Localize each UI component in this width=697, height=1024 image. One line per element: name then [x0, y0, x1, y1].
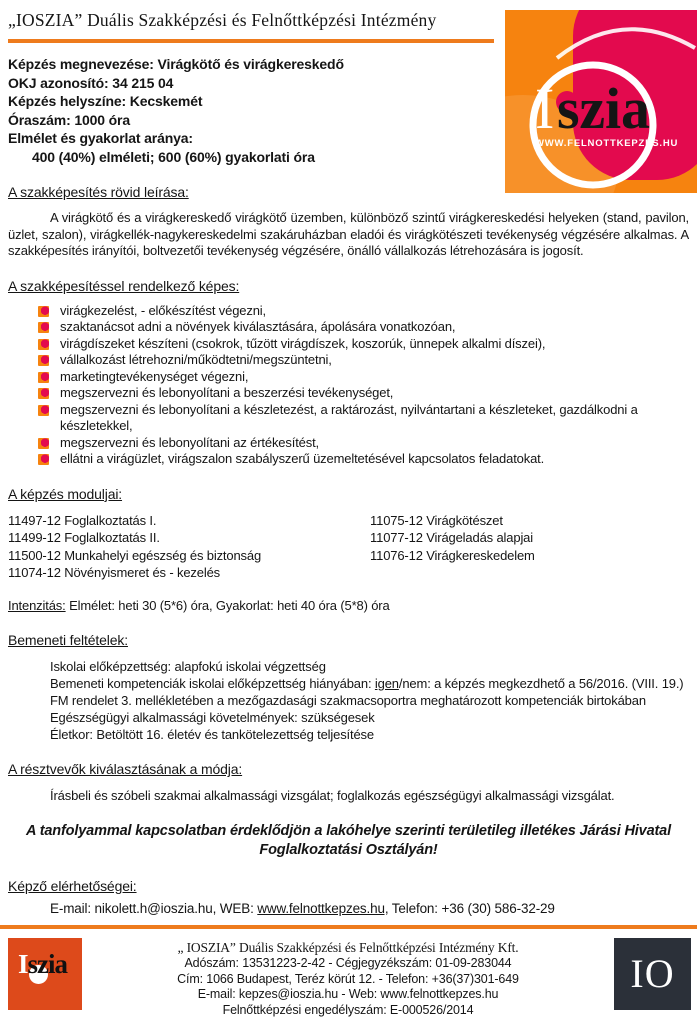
okj-id-line: OKJ azonosító: 34 215 04 — [8, 74, 174, 91]
footer-body — [0, 929, 697, 1018]
course-name-line: Képzés megnevezése: Virágkötő és virágkereskedő — [8, 56, 344, 72]
module-item: 11075-12 Virágkötészet — [370, 512, 503, 528]
ioszia-bullet-icon — [38, 454, 49, 465]
title-divider — [8, 39, 494, 43]
module-item: 11497-12 Foglalkoztatás I. — [8, 512, 157, 528]
competency-text: vállalkozást létrehozni/működtetni/megszüntetni, — [60, 352, 332, 367]
entry-line2-prefix: Bemeneti kompetenciák iskolai előképzettség hiányában: — [50, 676, 375, 691]
intensity-label: Intenzitás: — [8, 597, 66, 613]
competency-text: virágdíszeket készíteni (csokrok, tűzött virágdíszek, koszorúk, ünnepek alkalmi díszei), — [60, 335, 546, 351]
list-item — [38, 369, 689, 386]
entry-line2-yes: igen — [374, 676, 399, 691]
list-item — [38, 402, 689, 435]
list-item — [38, 451, 689, 468]
footer-address-line: Cím: 1066 Budapest, Teréz körút 12. - Telefon: +36(37)301-649 — [177, 971, 519, 986]
contact-line — [50, 901, 689, 918]
contact-suffix: Telefon: +36 (30) 586-32-29 — [388, 901, 555, 916]
footer-tax-line: Adószám: 13531223-2-42 - Cégjegyzékszám: 01-09-283044 — [184, 956, 512, 970]
footer-logo-text — [18, 949, 68, 979]
footer-logo-letter-i: I — [18, 949, 28, 979]
competency-text: megszervezni és lebonyolítani az értékesítést, — [60, 434, 320, 450]
hours-line: Óraszám: 1000 óra — [8, 111, 130, 128]
contact-prefix: E-mail: nikolett.h@ioszia.hu, WEB: — [50, 901, 258, 916]
list-item — [38, 385, 689, 402]
entry-line2-suffix: /nem: a képzés megkezdhető a 56/2016. (VIII. 19.) FM rendelet 3. mellékletében a mezőgazdasági szakmacsoportra meghatározott kompetenciák birtokában — [50, 676, 684, 708]
list-item — [38, 303, 689, 320]
modules-column-right — [370, 512, 535, 582]
logo-letters-szia: szia — [557, 76, 650, 141]
io-footer-logo: IO — [614, 938, 691, 1010]
footer-license-line: Felnőttképzési engedélyszám: E-000526/2014 — [222, 1002, 474, 1017]
ratio-label-line: Elmélet és gyakorlat aránya: — [8, 130, 193, 146]
ioszia-footer-logo — [8, 938, 82, 1010]
list-item — [38, 435, 689, 452]
ioszia-bullet-icon — [38, 322, 49, 333]
intensity-text: Elmélet: heti 30 (5*6) óra, Gyakorlat: heti 40 óra (5*8) óra — [65, 597, 390, 613]
page-title: „IOSZIA” Duális Szakképzési és Felnőttképzési Intézmény — [8, 10, 437, 30]
course-info — [8, 55, 488, 166]
ioszia-bullet-icon — [38, 388, 49, 399]
competencies-list — [8, 303, 689, 468]
module-item: 11074-12 Növényismeret és - kezelés — [8, 565, 221, 580]
list-item — [38, 336, 689, 353]
competency-text: virágkezelést, - előkészítést végezni, — [60, 302, 267, 318]
list-item — [38, 352, 689, 369]
selection-text: Írásbeli és szóbeli szakmai alkalmassági vizsgálat; foglalkozás egészségügyi alkalmassági vizsgálat. — [50, 788, 615, 803]
module-item: 11076-12 Virágkereskedelem — [370, 547, 535, 563]
logo-website-text: WWW.FELNOTTKEPZES.HU — [535, 138, 679, 149]
entry-heading: Bemeneti feltételek: — [8, 632, 128, 648]
entry-line-competencies — [50, 675, 689, 709]
competency-text: ellátni a virágüzlet, virágszalon szabályszerű üzemeltetésével kapcsolatos feladatokat. — [60, 451, 545, 466]
logo-letter-i: I — [535, 76, 555, 141]
entry-line-health: Egészségügyi alkalmassági követelmények: szükségesek — [50, 710, 375, 725]
modules-heading: A képzés moduljai: — [8, 485, 123, 502]
footer-company-name: „ IOSZIA” Duális Szakképzési és Felnőttképzési Intézmény Kft. — [177, 940, 519, 955]
website-link[interactable]: www.felnottkepzes.hu, — [257, 901, 389, 916]
list-item — [38, 319, 689, 336]
module-item: 11077-12 Virágeladás alapjai — [370, 530, 534, 545]
ratio-value-line: 400 (40%) elméleti; 600 (60%) gyakorlati óra — [32, 148, 315, 165]
competencies-heading: A szakképesítéssel rendelkező képes: — [8, 277, 240, 294]
description-body: A virágkötő és a virágkereskedő virágkötő üzemben, különböző szintű virágkereskedési helyeken (stand, pavilon, üzlet, szalon), virágkellék-nagykereskedelmi szakáruházban eladói és virágkötészeti tevékenység végzésére alkalmas. A szakképesítés irányítói, boltvezetői tevékenység végzésére, önálló vállalkozás létrehozására is jogosít. — [8, 210, 689, 258]
module-item: 11500-12 Munkahelyi egészség és biztonság — [8, 547, 262, 563]
competency-text: marketingtevékenységet végezni, — [60, 368, 249, 384]
footer-logo-letters-szia: szia — [27, 949, 68, 979]
ioszia-bullet-icon — [38, 306, 49, 317]
ioszia-bullet-icon — [38, 339, 49, 350]
ioszia-bullet-icon — [38, 405, 49, 416]
intensity-line — [8, 598, 689, 615]
ioszia-logo — [505, 10, 697, 193]
footer — [0, 925, 697, 1024]
modules-grid — [8, 512, 689, 582]
entry-line-schooling: Iskolai előképzettség: alapfokú iskolai végzettség — [50, 659, 326, 674]
entry-requirements — [50, 658, 689, 743]
competency-text: szaktanácsot adni a növények kiválasztására, ápolására vonatkozóan, — [60, 319, 456, 334]
footer-contact-block — [82, 938, 614, 1018]
contact-heading: Képző elérhetőségei: — [8, 878, 137, 894]
footer-email-line: E-mail: kepzes@ioszia.hu - Web: www.felnottkepzes.hu — [197, 987, 499, 1001]
ioszia-bullet-icon — [38, 438, 49, 449]
ioszia-bullet-icon — [38, 355, 49, 366]
location-line: Képzés helyszíne: Kecskemét — [8, 93, 203, 109]
entry-line-age: Életkor: Betöltött 16. életév és tankötelezettség teljesítése — [50, 727, 374, 742]
description-heading: A szakképesítés rövid leírása: — [8, 184, 189, 200]
ioszia-bullet-icon — [38, 372, 49, 383]
competency-text: megszervezni és lebonyolítani a beszerzési tevékenységet, — [60, 385, 394, 400]
module-item: 11499-12 Foglalkoztatás II. — [8, 530, 160, 545]
selection-heading: A résztvevők kiválasztásának a módja: — [8, 761, 243, 777]
ioszia-logo-graphic — [505, 10, 697, 193]
competency-text: megszervezni és lebonyolítani a készletezést, a raktározást, nyilvántartani a készleteket, gazdálkodni a készletekkel, — [60, 401, 638, 433]
district-office-notice: A tanfolyammal kapcsolatban érdeklődjön a lakóhelye szerinti területileg illetékes Járási Hivatal Foglalkoztatási Osztályán! — [26, 823, 671, 858]
modules-column-left — [8, 512, 370, 582]
